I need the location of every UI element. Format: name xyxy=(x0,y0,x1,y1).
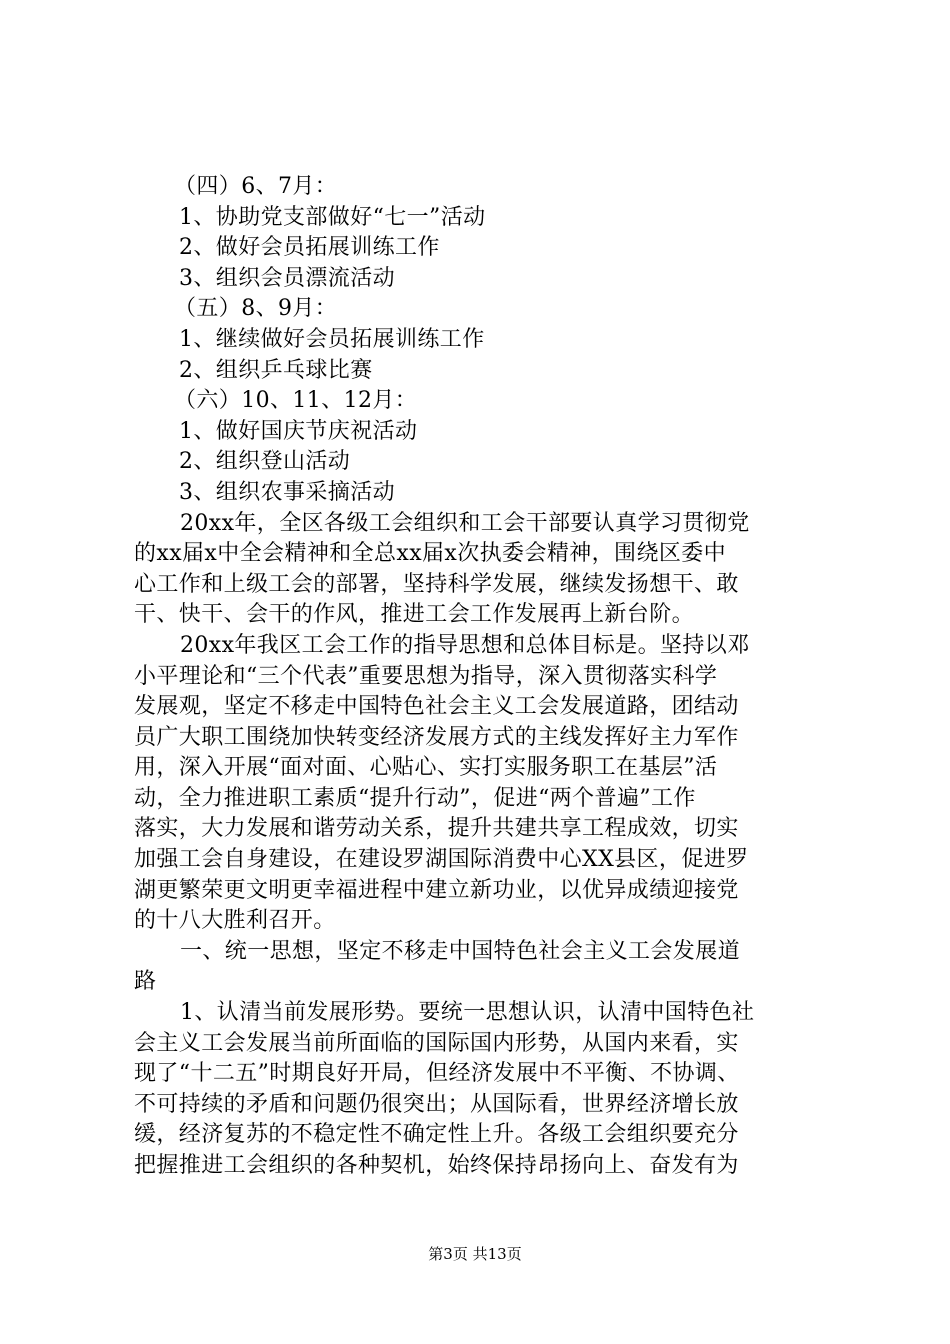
text-line: 3、组织会员漂流活动 xyxy=(179,265,395,291)
text-line: （四）6、7月： xyxy=(174,174,338,199)
text-line: 湖更繁荣更文明更幸福进程中建立新功业，以优异成绩迎接党 xyxy=(134,877,739,903)
text-line: 的xx届x中全会精神和全总xx届x次执委会精神，围绕区委中 xyxy=(134,541,727,567)
text-line: （五）8、9月： xyxy=(174,296,338,322)
text-line: 1、认清当前发展形势。要统一思想认识，认清中国特色社 xyxy=(180,1000,755,1026)
text-line: 小平理论和“三个代表”重要思想为指导，深入贯彻落实科学 xyxy=(134,663,718,689)
text-line: 3、组织农事采摘活动 xyxy=(179,479,395,505)
text-line: 心工作和上级工会的部署，坚持科学发展，继续发扬想干、敢 xyxy=(134,571,739,597)
text-line: 20xx年我区工会工作的指导思想和总体目标是。坚持以邓 xyxy=(180,632,750,658)
text-line: 落实，大力发展和谐劳动关系，提升共建共享工程成效，切实 xyxy=(134,816,739,842)
text-line: 不可持续的矛盾和问题仍很突出；从国际看，世界经济增长放 xyxy=(134,1091,739,1117)
text-line: 发展观，坚定不移走中国特色社会主义工会发展道路，团结动 xyxy=(134,694,739,720)
text-line: 2、做好会员拓展训练工作 xyxy=(179,235,440,261)
text-line: 用，深入开展“面对面、心贴心、实打实服务职工在基层”活 xyxy=(134,755,718,781)
text-line: 把握推进工会组织的各种契机，始终保持昂扬向上、奋发有为 xyxy=(134,1153,739,1178)
text-line: 会主义工会发展当前所面临的国际国内形势，从国内来看，实 xyxy=(134,1030,739,1056)
text-line: 20xx年，全区各级工会组织和工会干部要认真学习贯彻党 xyxy=(180,510,750,536)
text-line: 干、快干、会干的作风，推进工会工作发展再上新台阶。 xyxy=(134,602,695,628)
text-line: 员广大职工围绕加快转变经济发展方式的主线发挥好主力军作 xyxy=(134,724,739,750)
text-line: （六）10、11、12月： xyxy=(174,388,418,414)
text-line: 缓，经济复苏的不稳定性不确定性上升。各级工会组织要充分 xyxy=(134,1122,739,1148)
text-line: 2、组织登山活动 xyxy=(179,449,351,475)
text-line: 路 xyxy=(134,969,157,995)
text-line: 加强工会自身建设，在建设罗湖国际消费中心XX县区，促进罗 xyxy=(134,847,749,873)
text-line: 现了“十二五”时期良好开局，但经济发展中不平衡、不协调、 xyxy=(134,1061,740,1087)
document-body xyxy=(134,172,834,1182)
text-line: 1、协助党支部做好“七一”活动 xyxy=(179,204,486,230)
text-line: 1、做好国庆节庆祝活动 xyxy=(179,418,418,444)
text-line: 的十八大胜利召开。 xyxy=(134,908,336,934)
text-line: 一、统一思想，坚定不移走中国特色社会主义工会发展道 xyxy=(180,938,741,964)
page-footer: 第3页 共13页 xyxy=(428,1245,522,1263)
text-line: 动，全力推进职工素质“提升行动”，促进“两个普遍”工作 xyxy=(134,785,696,811)
text-line: 2、组织乒乓球比赛 xyxy=(179,357,373,383)
text-line: 1、继续做好会员拓展训练工作 xyxy=(179,326,485,352)
